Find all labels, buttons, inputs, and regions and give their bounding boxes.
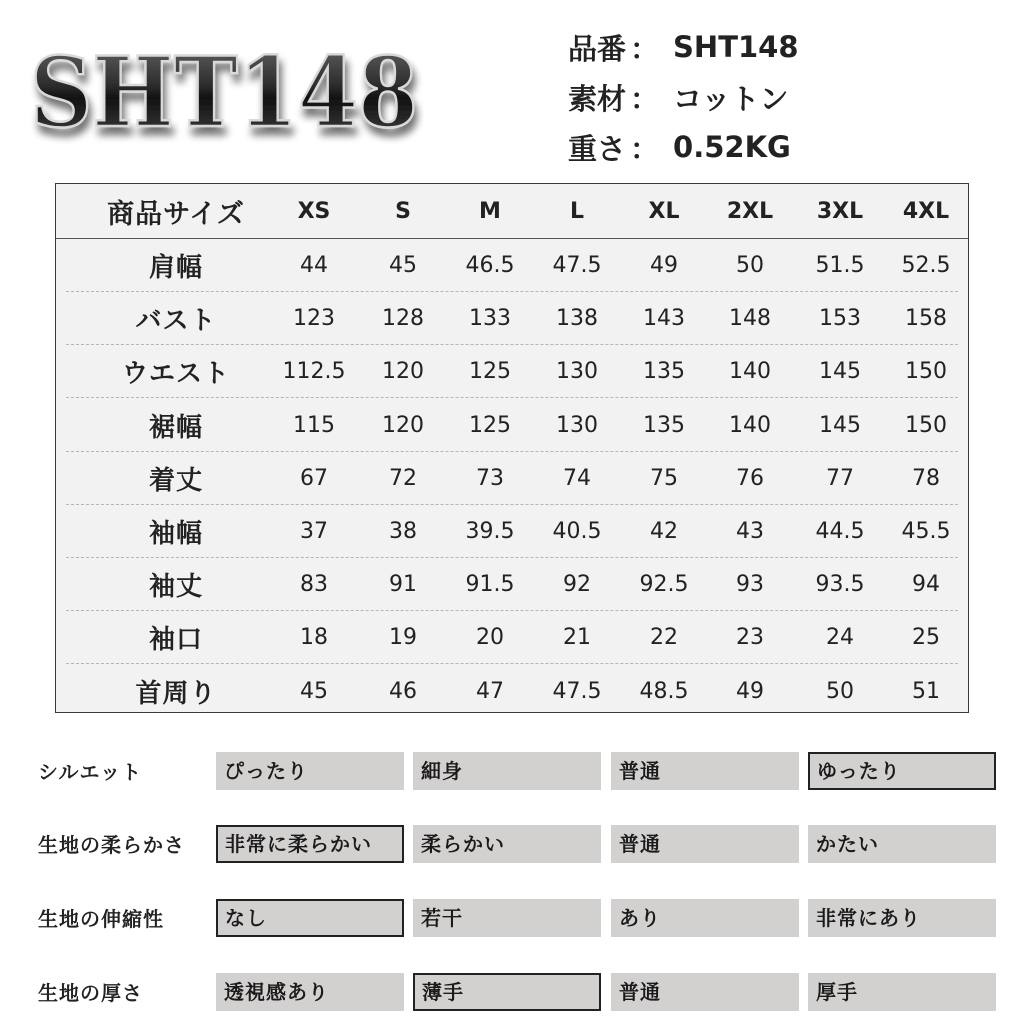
- table-cell: 135: [643, 359, 685, 385]
- table-row: [56, 505, 968, 558]
- table-cell: 112.5: [282, 359, 346, 385]
- attribute-option: 厚手: [808, 973, 996, 1011]
- table-cell: 22: [650, 625, 678, 651]
- spec-label: 重さ: [568, 131, 627, 166]
- attribute-label: 生地の伸縮性: [38, 907, 164, 931]
- table-cell: 145: [819, 412, 861, 438]
- spec-value: コットン: [673, 81, 789, 116]
- table-cell: 145: [819, 359, 861, 385]
- attribute-label: 生地の柔らかさ: [38, 833, 185, 857]
- row-label: ウエスト: [121, 359, 230, 390]
- table-cell: 40.5: [552, 519, 602, 544]
- spec-value: SHT148: [673, 30, 799, 64]
- attribute-row: [0, 825, 1024, 865]
- table-cell: 47.5: [552, 253, 602, 278]
- row-label: 袖幅: [148, 519, 203, 549]
- table-cell: 83: [300, 572, 328, 598]
- table-cell: 93: [736, 572, 764, 598]
- spec-colon: ：: [630, 81, 660, 116]
- table-cell: 18: [300, 625, 328, 651]
- table-cell: 138: [556, 306, 598, 332]
- table-cell: 135: [643, 412, 685, 438]
- table-cell: 47.5: [552, 678, 602, 704]
- size-header-cell: S: [395, 198, 411, 224]
- size-header-cell: 3XL: [816, 198, 864, 224]
- attribute-option: 普通: [611, 752, 799, 790]
- size-header-cell: M: [479, 198, 501, 224]
- table-cell: 125: [469, 359, 511, 385]
- table-cell: 46: [389, 678, 417, 704]
- table-cell: 93.5: [815, 572, 865, 598]
- attribute-row: [0, 899, 1024, 939]
- table-cell: 21: [563, 625, 591, 651]
- size-table-header: [56, 184, 968, 239]
- table-row: [56, 292, 968, 345]
- table-cell: 44.5: [815, 519, 865, 544]
- attribute-option: ゆったり: [808, 752, 996, 790]
- table-cell: 45.5: [901, 519, 951, 544]
- attribute-option: 細身: [413, 752, 601, 790]
- attribute-option: 非常に柔らかい: [216, 825, 404, 863]
- spec-value: 0.52KG: [673, 130, 791, 164]
- table-row: [56, 665, 968, 718]
- table-cell: 72: [389, 465, 417, 491]
- table-row: [56, 558, 968, 611]
- table-cell: 37: [300, 519, 328, 544]
- table-cell: 75: [650, 465, 678, 491]
- table-cell: 130: [556, 412, 598, 438]
- table-cell: 49: [650, 253, 678, 278]
- table-cell: 123: [293, 306, 335, 332]
- table-cell: 140: [729, 359, 771, 385]
- spec-colon: ：: [630, 131, 660, 166]
- table-cell: 130: [556, 359, 598, 385]
- row-label: 肩幅: [148, 253, 203, 283]
- row-label: 着丈: [148, 465, 203, 496]
- logo-graphic: [24, 18, 424, 168]
- attribute-option: 透視感あり: [216, 973, 404, 1011]
- table-row: [56, 239, 968, 292]
- row-label: 首周り: [135, 678, 217, 709]
- table-row: [56, 611, 968, 664]
- attribute-label: 生地の厚さ: [38, 981, 143, 1005]
- attribute-option: 薄手: [413, 973, 601, 1011]
- size-header-cell: XS: [297, 198, 331, 224]
- table-cell: 45: [300, 678, 328, 704]
- attribute-option: 若干: [413, 899, 601, 937]
- attribute-option: 柔らかい: [413, 825, 601, 863]
- table-cell: 46.5: [465, 253, 515, 278]
- table-cell: 44: [300, 253, 328, 278]
- table-cell: 92: [563, 572, 591, 598]
- row-label: バスト: [135, 306, 217, 337]
- table-cell: 120: [382, 412, 424, 438]
- attribute-option: なし: [216, 899, 404, 937]
- row-label: 裾幅: [148, 412, 203, 443]
- logo-text: SHT148: [30, 36, 418, 149]
- table-cell: 52.5: [901, 253, 951, 278]
- table-cell: 91: [389, 572, 417, 598]
- row-label: 袖口: [148, 625, 203, 656]
- table-cell: 158: [905, 306, 947, 332]
- table-cell: 50: [826, 678, 854, 704]
- table-cell: 92.5: [639, 572, 689, 598]
- attribute-label: シルエット: [38, 760, 143, 784]
- product-specs: [568, 22, 1008, 172]
- spec-colon: ：: [630, 31, 660, 66]
- table-cell: 150: [905, 412, 947, 438]
- table-cell: 115: [293, 412, 335, 438]
- table-row: [56, 345, 968, 398]
- table-cell: 39.5: [465, 519, 515, 544]
- table-row: [56, 399, 968, 452]
- attribute-option: 非常にあり: [808, 899, 996, 937]
- table-cell: 42: [650, 519, 678, 544]
- table-cell: 77: [826, 465, 854, 491]
- table-cell: 91.5: [465, 572, 515, 598]
- table-cell: 48.5: [639, 678, 689, 704]
- size-header-label: 商品サイズ: [107, 198, 245, 230]
- spec-row-product-number: [568, 22, 1008, 72]
- spec-row-material: [568, 72, 1008, 122]
- table-cell: 45: [389, 253, 417, 278]
- attribute-option: ぴったり: [216, 752, 404, 790]
- table-cell: 51.5: [815, 253, 865, 278]
- attribute-option: 普通: [611, 825, 799, 863]
- size-header-cell: 4XL: [902, 198, 950, 224]
- attribute-option: 普通: [611, 973, 799, 1011]
- table-cell: 74: [563, 465, 591, 491]
- table-cell: 47: [476, 678, 504, 704]
- table-cell: 94: [912, 572, 940, 598]
- row-label: 袖丈: [148, 572, 203, 603]
- table-cell: 25: [912, 625, 940, 651]
- table-cell: 67: [300, 465, 328, 491]
- attribute-option: かたい: [808, 825, 996, 863]
- table-cell: 50: [736, 253, 764, 278]
- table-cell: 153: [819, 306, 861, 332]
- spec-row-weight: [568, 122, 1008, 172]
- table-cell: 140: [729, 412, 771, 438]
- size-header-cell: L: [569, 198, 585, 224]
- table-cell: 73: [476, 465, 504, 491]
- spec-label: 品番: [568, 31, 627, 66]
- size-table: [55, 183, 969, 713]
- table-cell: 49: [736, 678, 764, 704]
- brand-logo: [24, 18, 424, 168]
- table-cell: 20: [476, 625, 504, 651]
- table-row: [56, 452, 968, 505]
- table-cell: 51: [912, 678, 940, 704]
- table-cell: 38: [389, 519, 417, 544]
- table-cell: 78: [912, 465, 940, 491]
- size-header-cell: 2XL: [726, 198, 774, 224]
- table-cell: 76: [736, 465, 764, 491]
- attribute-option: あり: [611, 899, 799, 937]
- table-cell: 143: [643, 306, 685, 332]
- table-cell: 128: [382, 306, 424, 332]
- table-cell: 24: [826, 625, 854, 651]
- table-cell: 19: [389, 625, 417, 651]
- size-header-cell: XL: [648, 198, 680, 224]
- table-cell: 120: [382, 359, 424, 385]
- table-cell: 43: [736, 519, 764, 544]
- spec-label: 素材: [568, 81, 627, 116]
- table-cell: 23: [736, 625, 764, 651]
- table-cell: 125: [469, 412, 511, 438]
- table-cell: 148: [729, 306, 771, 332]
- attribute-row: [0, 752, 1024, 792]
- attribute-row: [0, 973, 1024, 1013]
- table-cell: 150: [905, 359, 947, 385]
- table-cell: 133: [469, 306, 511, 332]
